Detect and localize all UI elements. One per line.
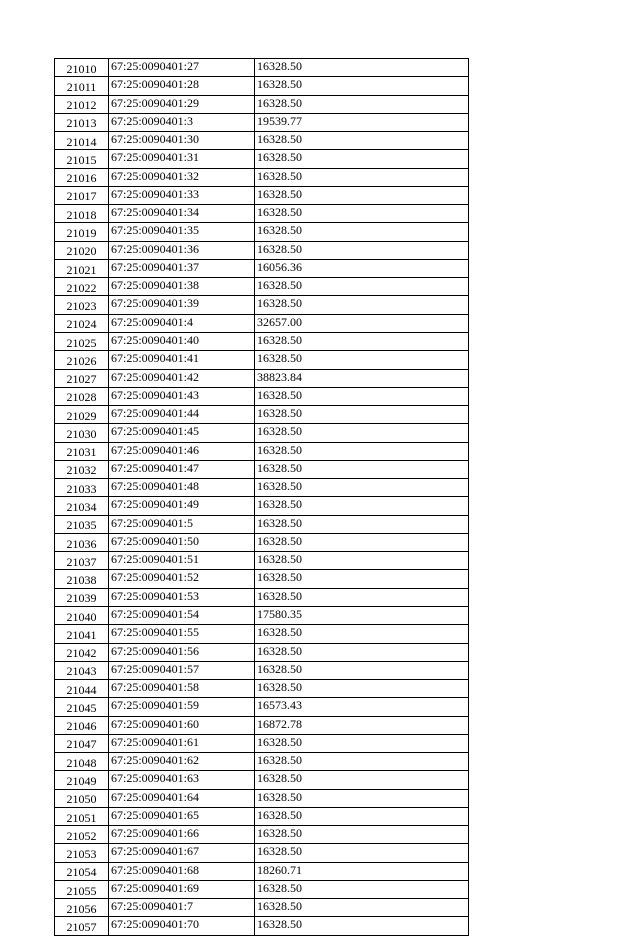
table-row	[55, 497, 469, 515]
row-id-cell: 21021	[55, 259, 109, 277]
table-row	[55, 442, 469, 460]
table-row	[55, 899, 469, 917]
table-row	[55, 296, 469, 314]
table-row	[55, 351, 469, 369]
row-id-cell: 21042	[55, 643, 109, 661]
value-cell: 16328.50	[255, 570, 469, 588]
cadastral-number-cell: 67:25:0090401:5	[109, 515, 255, 533]
cadastral-number-cell: 67:25:0090401:62	[109, 753, 255, 771]
value-cell: 16056.36	[255, 259, 469, 277]
row-id-cell: 21052	[55, 826, 109, 844]
cadastral-number-cell: 67:25:0090401:37	[109, 259, 255, 277]
table-row	[55, 113, 469, 131]
cadastral-number-cell: 67:25:0090401:66	[109, 826, 255, 844]
table-row	[55, 387, 469, 405]
value-cell: 16328.50	[255, 387, 469, 405]
value-cell: 16328.50	[255, 661, 469, 679]
table-row	[55, 698, 469, 716]
cadastral-number-cell: 67:25:0090401:51	[109, 552, 255, 570]
row-id-cell: 21037	[55, 552, 109, 570]
table-row	[55, 643, 469, 661]
row-id-cell: 21010	[55, 59, 109, 77]
table-row	[55, 771, 469, 789]
row-id-cell: 21014	[55, 132, 109, 150]
row-id-cell: 21023	[55, 296, 109, 314]
cadastral-number-cell: 67:25:0090401:32	[109, 168, 255, 186]
table-row	[55, 661, 469, 679]
row-id-cell: 21026	[55, 351, 109, 369]
value-cell: 16328.50	[255, 132, 469, 150]
row-id-cell: 21031	[55, 442, 109, 460]
table-body	[55, 59, 469, 936]
data-table	[54, 58, 469, 936]
table-row	[55, 132, 469, 150]
cadastral-number-cell: 67:25:0090401:29	[109, 95, 255, 113]
value-cell: 16328.50	[255, 643, 469, 661]
table-row	[55, 369, 469, 387]
value-cell: 16328.50	[255, 278, 469, 296]
table-row	[55, 460, 469, 478]
value-cell: 16328.50	[255, 223, 469, 241]
table-row	[55, 150, 469, 168]
cadastral-number-cell: 67:25:0090401:45	[109, 424, 255, 442]
cadastral-number-cell: 67:25:0090401:60	[109, 716, 255, 734]
table-row	[55, 59, 469, 77]
cadastral-number-cell: 67:25:0090401:63	[109, 771, 255, 789]
cadastral-number-cell: 67:25:0090401:70	[109, 917, 255, 935]
table-row	[55, 241, 469, 259]
value-cell: 16328.50	[255, 680, 469, 698]
value-cell: 16328.50	[255, 95, 469, 113]
table-row	[55, 625, 469, 643]
value-cell: 16328.50	[255, 205, 469, 223]
value-cell: 16328.50	[255, 899, 469, 917]
value-cell: 16328.50	[255, 533, 469, 551]
row-id-cell: 21035	[55, 515, 109, 533]
row-id-cell: 21015	[55, 150, 109, 168]
value-cell: 17580.35	[255, 606, 469, 624]
value-cell: 16328.50	[255, 789, 469, 807]
value-cell: 18260.71	[255, 862, 469, 880]
value-cell: 16328.50	[255, 552, 469, 570]
table-row	[55, 223, 469, 241]
value-cell: 16328.50	[255, 807, 469, 825]
row-id-cell: 21013	[55, 113, 109, 131]
row-id-cell: 21036	[55, 533, 109, 551]
table-row	[55, 314, 469, 332]
table-row	[55, 807, 469, 825]
cadastral-number-cell: 67:25:0090401:68	[109, 862, 255, 880]
value-cell: 16328.50	[255, 479, 469, 497]
row-id-cell: 21045	[55, 698, 109, 716]
value-cell: 16328.50	[255, 734, 469, 752]
value-cell: 16328.50	[255, 497, 469, 515]
table-row	[55, 826, 469, 844]
table-row	[55, 533, 469, 551]
table-row	[55, 168, 469, 186]
value-cell: 16573.43	[255, 698, 469, 716]
cadastral-number-cell: 67:25:0090401:7	[109, 899, 255, 917]
row-id-cell: 21041	[55, 625, 109, 643]
row-id-cell: 21039	[55, 588, 109, 606]
cadastral-number-cell: 67:25:0090401:3	[109, 113, 255, 131]
table-row	[55, 917, 469, 935]
value-cell: 16328.50	[255, 406, 469, 424]
row-id-cell: 21056	[55, 899, 109, 917]
table-row	[55, 844, 469, 862]
cadastral-number-cell: 67:25:0090401:48	[109, 479, 255, 497]
cadastral-number-cell: 67:25:0090401:43	[109, 387, 255, 405]
value-cell: 16872.78	[255, 716, 469, 734]
value-cell: 16328.50	[255, 241, 469, 259]
value-cell: 16328.50	[255, 515, 469, 533]
table-row	[55, 95, 469, 113]
row-id-cell: 21051	[55, 807, 109, 825]
value-cell: 16328.50	[255, 424, 469, 442]
table-row	[55, 680, 469, 698]
cadastral-number-cell: 67:25:0090401:54	[109, 606, 255, 624]
cadastral-number-cell: 67:25:0090401:50	[109, 533, 255, 551]
value-cell: 16328.50	[255, 460, 469, 478]
row-id-cell: 21043	[55, 661, 109, 679]
cadastral-number-cell: 67:25:0090401:44	[109, 406, 255, 424]
row-id-cell: 21011	[55, 77, 109, 95]
table-row	[55, 186, 469, 204]
cadastral-number-cell: 67:25:0090401:49	[109, 497, 255, 515]
cadastral-number-cell: 67:25:0090401:31	[109, 150, 255, 168]
cadastral-number-cell: 67:25:0090401:36	[109, 241, 255, 259]
cadastral-number-cell: 67:25:0090401:52	[109, 570, 255, 588]
table-row	[55, 205, 469, 223]
row-id-cell: 21028	[55, 387, 109, 405]
table-row	[55, 862, 469, 880]
table-row	[55, 734, 469, 752]
cadastral-number-cell: 67:25:0090401:46	[109, 442, 255, 460]
cadastral-number-cell: 67:25:0090401:53	[109, 588, 255, 606]
cadastral-number-cell: 67:25:0090401:4	[109, 314, 255, 332]
value-cell: 16328.50	[255, 59, 469, 77]
cadastral-number-cell: 67:25:0090401:64	[109, 789, 255, 807]
value-cell: 16328.50	[255, 150, 469, 168]
row-id-cell: 21048	[55, 753, 109, 771]
cadastral-number-cell: 67:25:0090401:69	[109, 880, 255, 898]
table-row	[55, 424, 469, 442]
cadastral-number-cell: 67:25:0090401:47	[109, 460, 255, 478]
value-cell: 16328.50	[255, 442, 469, 460]
row-id-cell: 21029	[55, 406, 109, 424]
cadastral-number-cell: 67:25:0090401:55	[109, 625, 255, 643]
table-row	[55, 880, 469, 898]
cadastral-number-cell: 67:25:0090401:30	[109, 132, 255, 150]
value-cell: 16328.50	[255, 625, 469, 643]
table-row	[55, 332, 469, 350]
row-id-cell: 21012	[55, 95, 109, 113]
row-id-cell: 21016	[55, 168, 109, 186]
row-id-cell: 21046	[55, 716, 109, 734]
row-id-cell: 21020	[55, 241, 109, 259]
table-row	[55, 753, 469, 771]
cadastral-number-cell: 67:25:0090401:39	[109, 296, 255, 314]
row-id-cell: 21027	[55, 369, 109, 387]
table-row	[55, 606, 469, 624]
cadastral-number-cell: 67:25:0090401:41	[109, 351, 255, 369]
cadastral-number-cell: 67:25:0090401:61	[109, 734, 255, 752]
row-id-cell: 21033	[55, 479, 109, 497]
value-cell: 16328.50	[255, 332, 469, 350]
row-id-cell: 21050	[55, 789, 109, 807]
table-row	[55, 552, 469, 570]
cadastral-number-cell: 67:25:0090401:56	[109, 643, 255, 661]
value-cell: 16328.50	[255, 351, 469, 369]
value-cell: 16328.50	[255, 168, 469, 186]
row-id-cell: 21030	[55, 424, 109, 442]
value-cell: 16328.50	[255, 771, 469, 789]
row-id-cell: 21044	[55, 680, 109, 698]
table-row	[55, 570, 469, 588]
value-cell: 16328.50	[255, 588, 469, 606]
value-cell: 16328.50	[255, 186, 469, 204]
value-cell: 16328.50	[255, 917, 469, 935]
table-row	[55, 588, 469, 606]
row-id-cell: 21049	[55, 771, 109, 789]
table-row	[55, 716, 469, 734]
row-id-cell: 21025	[55, 332, 109, 350]
row-id-cell: 21038	[55, 570, 109, 588]
cadastral-number-cell: 67:25:0090401:34	[109, 205, 255, 223]
table-row	[55, 515, 469, 533]
row-id-cell: 21057	[55, 917, 109, 935]
table-row	[55, 789, 469, 807]
table-row	[55, 77, 469, 95]
row-id-cell: 21019	[55, 223, 109, 241]
row-id-cell: 21018	[55, 205, 109, 223]
table-row	[55, 278, 469, 296]
value-cell: 32657.00	[255, 314, 469, 332]
row-id-cell: 21024	[55, 314, 109, 332]
row-id-cell: 21022	[55, 278, 109, 296]
cadastral-number-cell: 67:25:0090401:67	[109, 844, 255, 862]
table-row	[55, 406, 469, 424]
row-id-cell: 21032	[55, 460, 109, 478]
value-cell: 16328.50	[255, 296, 469, 314]
cadastral-number-cell: 67:25:0090401:28	[109, 77, 255, 95]
row-id-cell: 21034	[55, 497, 109, 515]
cadastral-number-cell: 67:25:0090401:58	[109, 680, 255, 698]
cadastral-number-cell: 67:25:0090401:38	[109, 278, 255, 296]
cadastral-number-cell: 67:25:0090401:65	[109, 807, 255, 825]
cadastral-number-cell: 67:25:0090401:35	[109, 223, 255, 241]
cadastral-number-cell: 67:25:0090401:40	[109, 332, 255, 350]
table-row	[55, 259, 469, 277]
value-cell: 16328.50	[255, 880, 469, 898]
cadastral-number-cell: 67:25:0090401:33	[109, 186, 255, 204]
cadastral-number-cell: 67:25:0090401:42	[109, 369, 255, 387]
row-id-cell: 21053	[55, 844, 109, 862]
row-id-cell: 21047	[55, 734, 109, 752]
value-cell: 16328.50	[255, 826, 469, 844]
value-cell: 16328.50	[255, 753, 469, 771]
table-row	[55, 479, 469, 497]
value-cell: 38823.84	[255, 369, 469, 387]
cadastral-number-cell: 67:25:0090401:57	[109, 661, 255, 679]
row-id-cell: 21040	[55, 606, 109, 624]
cadastral-number-cell: 67:25:0090401:27	[109, 59, 255, 77]
cadastral-number-cell: 67:25:0090401:59	[109, 698, 255, 716]
value-cell: 16328.50	[255, 77, 469, 95]
row-id-cell: 21017	[55, 186, 109, 204]
row-id-cell: 21055	[55, 880, 109, 898]
value-cell: 19539.77	[255, 113, 469, 131]
value-cell: 16328.50	[255, 844, 469, 862]
row-id-cell: 21054	[55, 862, 109, 880]
